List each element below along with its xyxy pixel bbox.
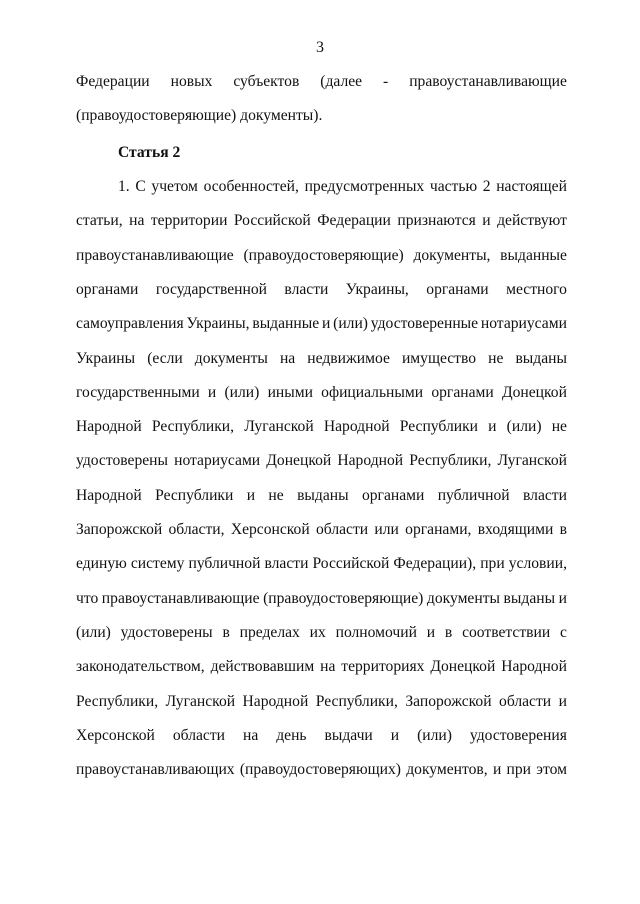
text-line: [76, 451, 567, 471]
word: правоустанавливающие: [409, 73, 567, 90]
text-line: [76, 211, 567, 231]
text-line: [76, 486, 567, 506]
word: Украины: [76, 350, 136, 367]
word: действуют: [497, 212, 567, 229]
word: государственными: [76, 384, 200, 401]
word: Республики,: [151, 418, 235, 435]
word: Республики: [155, 487, 234, 504]
word: органами,: [405, 521, 472, 538]
word: выданы: [503, 590, 556, 607]
word: 2: [482, 178, 491, 195]
word: (правоудостоверяющие): [263, 590, 424, 607]
word: условии,: [508, 555, 567, 572]
word: Херсонской: [230, 521, 310, 538]
word: Луганской: [165, 693, 236, 710]
word: Запорожской: [76, 521, 163, 538]
word: частью: [429, 178, 478, 195]
word: с: [560, 624, 567, 641]
text-line: [76, 72, 567, 92]
text-line: [76, 589, 567, 609]
article-heading: Статья 2: [118, 144, 181, 161]
word: самоуправления: [76, 315, 184, 332]
word: Федерации: [317, 212, 391, 229]
page-number: 3: [316, 39, 324, 56]
word: официальными: [321, 384, 424, 401]
word: новых: [170, 73, 213, 90]
word: власти: [284, 281, 329, 298]
word: местного: [506, 281, 567, 298]
word: законодательством,: [76, 658, 205, 675]
word: Федерации),: [393, 555, 477, 572]
word: в: [222, 624, 230, 641]
word: в: [444, 624, 453, 641]
word: в: [559, 521, 567, 538]
word: Народной: [337, 452, 404, 469]
word: Российской: [233, 212, 311, 229]
word: или: [374, 521, 399, 538]
text-line: [76, 726, 567, 746]
word: Херсонской: [76, 727, 155, 744]
word: Федерации: [76, 73, 150, 90]
word: (правоудостоверяющих): [239, 761, 401, 778]
word: территории: [150, 212, 228, 229]
word: полномочий: [335, 624, 417, 641]
word: документов,: [406, 761, 488, 778]
word: на: [320, 658, 336, 675]
word: настоящей: [496, 178, 567, 195]
text-line: [76, 520, 567, 540]
word: единую: [76, 555, 127, 572]
word: Донецкой: [266, 452, 332, 469]
word: Донецкой: [501, 384, 567, 401]
word: и: [207, 384, 217, 401]
word: Республики,: [315, 693, 398, 710]
word: нотариусами: [480, 315, 567, 332]
word: (или): [506, 418, 542, 435]
word: документы: [194, 350, 268, 367]
word: области: [172, 727, 225, 744]
word: органами: [361, 487, 425, 504]
word: области,: [168, 521, 225, 538]
word: выданы: [515, 350, 567, 367]
text-line: [76, 383, 567, 403]
word: Народной: [501, 658, 567, 675]
word: (или): [224, 384, 260, 401]
text-line: [118, 177, 567, 197]
word: (далее: [320, 73, 363, 90]
word: при: [480, 555, 505, 572]
word: государственной: [155, 281, 267, 298]
word: органами: [76, 281, 139, 298]
text-line: [76, 314, 567, 334]
word: правоустанавливающих: [76, 761, 235, 778]
word: Луганской: [244, 418, 314, 435]
word: публичной: [437, 487, 510, 504]
word: действовавшим: [210, 658, 315, 675]
word: территориях: [341, 658, 425, 675]
word: и: [558, 590, 567, 607]
word: не: [268, 487, 284, 504]
word: власти: [523, 487, 567, 504]
word: пределах: [239, 624, 300, 641]
word: удостоверены: [120, 624, 213, 641]
word: Народной: [76, 487, 142, 504]
word: публичной: [188, 555, 261, 572]
word: С: [135, 178, 146, 195]
word: документы: [426, 590, 500, 607]
word: имущество: [401, 350, 477, 367]
word: признаются: [397, 212, 476, 229]
word: и: [426, 624, 436, 641]
word: Народной: [242, 693, 309, 710]
word: входящими: [477, 521, 554, 538]
text-line: [76, 106, 567, 126]
word: и: [558, 693, 567, 710]
word: статьи,: [76, 212, 123, 229]
word: и: [492, 761, 502, 778]
word: органами: [426, 281, 489, 298]
word: Донецкой: [430, 658, 496, 675]
word: правоустанавливающие: [101, 590, 260, 607]
word: что: [76, 590, 99, 607]
word: Луганской: [497, 452, 567, 469]
word: Народной: [76, 418, 142, 435]
word: Народной: [323, 418, 390, 435]
word: -: [383, 73, 389, 90]
word: учетом: [151, 178, 198, 195]
word: и: [488, 418, 497, 435]
word: день: [276, 727, 307, 744]
word: не: [488, 350, 504, 367]
word: Запорожской: [405, 693, 492, 710]
word: области: [315, 521, 369, 538]
word: (если: [147, 350, 183, 367]
text-line: [76, 349, 567, 369]
word: правоустанавливающие: [76, 247, 234, 264]
word: иными: [267, 384, 313, 401]
word: на: [129, 212, 145, 229]
text-line: [76, 246, 567, 266]
word: нотариусами: [174, 452, 261, 469]
word: соответствии: [462, 624, 551, 641]
word: систему: [130, 555, 185, 572]
word: (правоудостоверяющие): [243, 247, 404, 264]
word: выданы: [297, 487, 349, 504]
word: выдачи: [324, 727, 373, 744]
word: предусмотренных: [304, 178, 425, 195]
text-line: [76, 657, 567, 677]
word: и: [482, 212, 491, 229]
word: на: [242, 727, 259, 744]
word: их: [309, 624, 326, 641]
text-line: [76, 760, 567, 780]
word: выданные: [252, 315, 320, 332]
text-line: [76, 692, 567, 712]
word: не: [551, 418, 567, 435]
word: (или): [333, 315, 368, 332]
word: особенностей,: [203, 178, 299, 195]
word: Российской: [312, 555, 390, 572]
word: недвижимое: [307, 350, 390, 367]
word: и: [390, 727, 400, 744]
text-line: [76, 623, 567, 643]
word: Республики,: [409, 452, 492, 469]
word: на: [279, 350, 296, 367]
word: и: [321, 315, 331, 332]
word: Украины,: [345, 281, 409, 298]
word: удостоверенные: [370, 315, 479, 332]
text-line: [76, 554, 567, 574]
word: (или): [76, 624, 111, 641]
text-line-content: (правоудостоверяющие) документы).: [76, 107, 323, 124]
text-line: [76, 280, 567, 300]
word: Республики: [399, 418, 478, 435]
word: и: [246, 487, 256, 504]
word: субъектов: [233, 73, 300, 90]
word: 1.: [118, 178, 130, 195]
word: документы,: [413, 247, 491, 264]
word: Украины,: [186, 315, 250, 332]
word: (или): [417, 727, 452, 744]
word: области: [499, 693, 552, 710]
text-line: [76, 417, 567, 437]
word: власти: [264, 555, 309, 572]
word: органами: [431, 384, 494, 401]
word: выданные: [500, 247, 567, 264]
word: Республики,: [76, 693, 159, 710]
word: удостоверения: [469, 727, 567, 744]
word: удостоверены: [76, 452, 168, 469]
word: этом: [536, 761, 567, 778]
word: при: [506, 761, 532, 778]
